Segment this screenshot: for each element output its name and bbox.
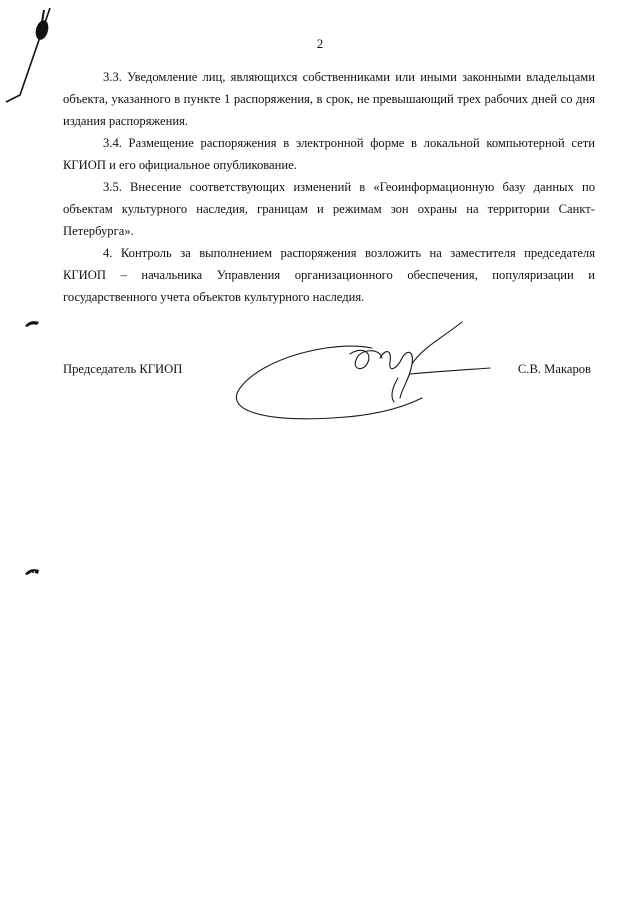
punch-hole-mark-lower	[24, 566, 42, 576]
signatory-title: Председатель КГИОП	[63, 362, 183, 376]
signatory-name: С.В. Макаров	[517, 362, 591, 376]
paragraph-3-3: 3.3. Уведомление лиц, являющихся собственниками или иными законными владельцами объекта, указанного в пункте 1 распоряжения, в срок, не превышающий трех рабочих дней со дня издания распоряжения.	[63, 70, 595, 128]
punch-hole-mark-upper	[24, 318, 42, 328]
binding-mark-top	[0, 0, 60, 110]
paragraph-3-4: 3.4. Размещение распоряжения в электронной форме в локальной компьютерной сети КГИОП и его официальное опубликование.	[63, 136, 595, 172]
page-number: 2	[316, 36, 324, 51]
document-body	[63, 66, 595, 308]
paragraph-4: 4. Контроль за выполнением распоряжения возложить на заместителя председателя КГИОП – начальника Управления организационного обеспечения, популяризации и государственного учета объектов культурного наследия.	[63, 246, 595, 304]
paragraph-3-5: 3.5. Внесение соответствующих изменений в «Геоинформационную базу данных по объектам культурного наследия, границам и режимам зон охраны на территории Санкт-Петербурга».	[63, 180, 595, 238]
handwritten-signature	[222, 318, 512, 428]
